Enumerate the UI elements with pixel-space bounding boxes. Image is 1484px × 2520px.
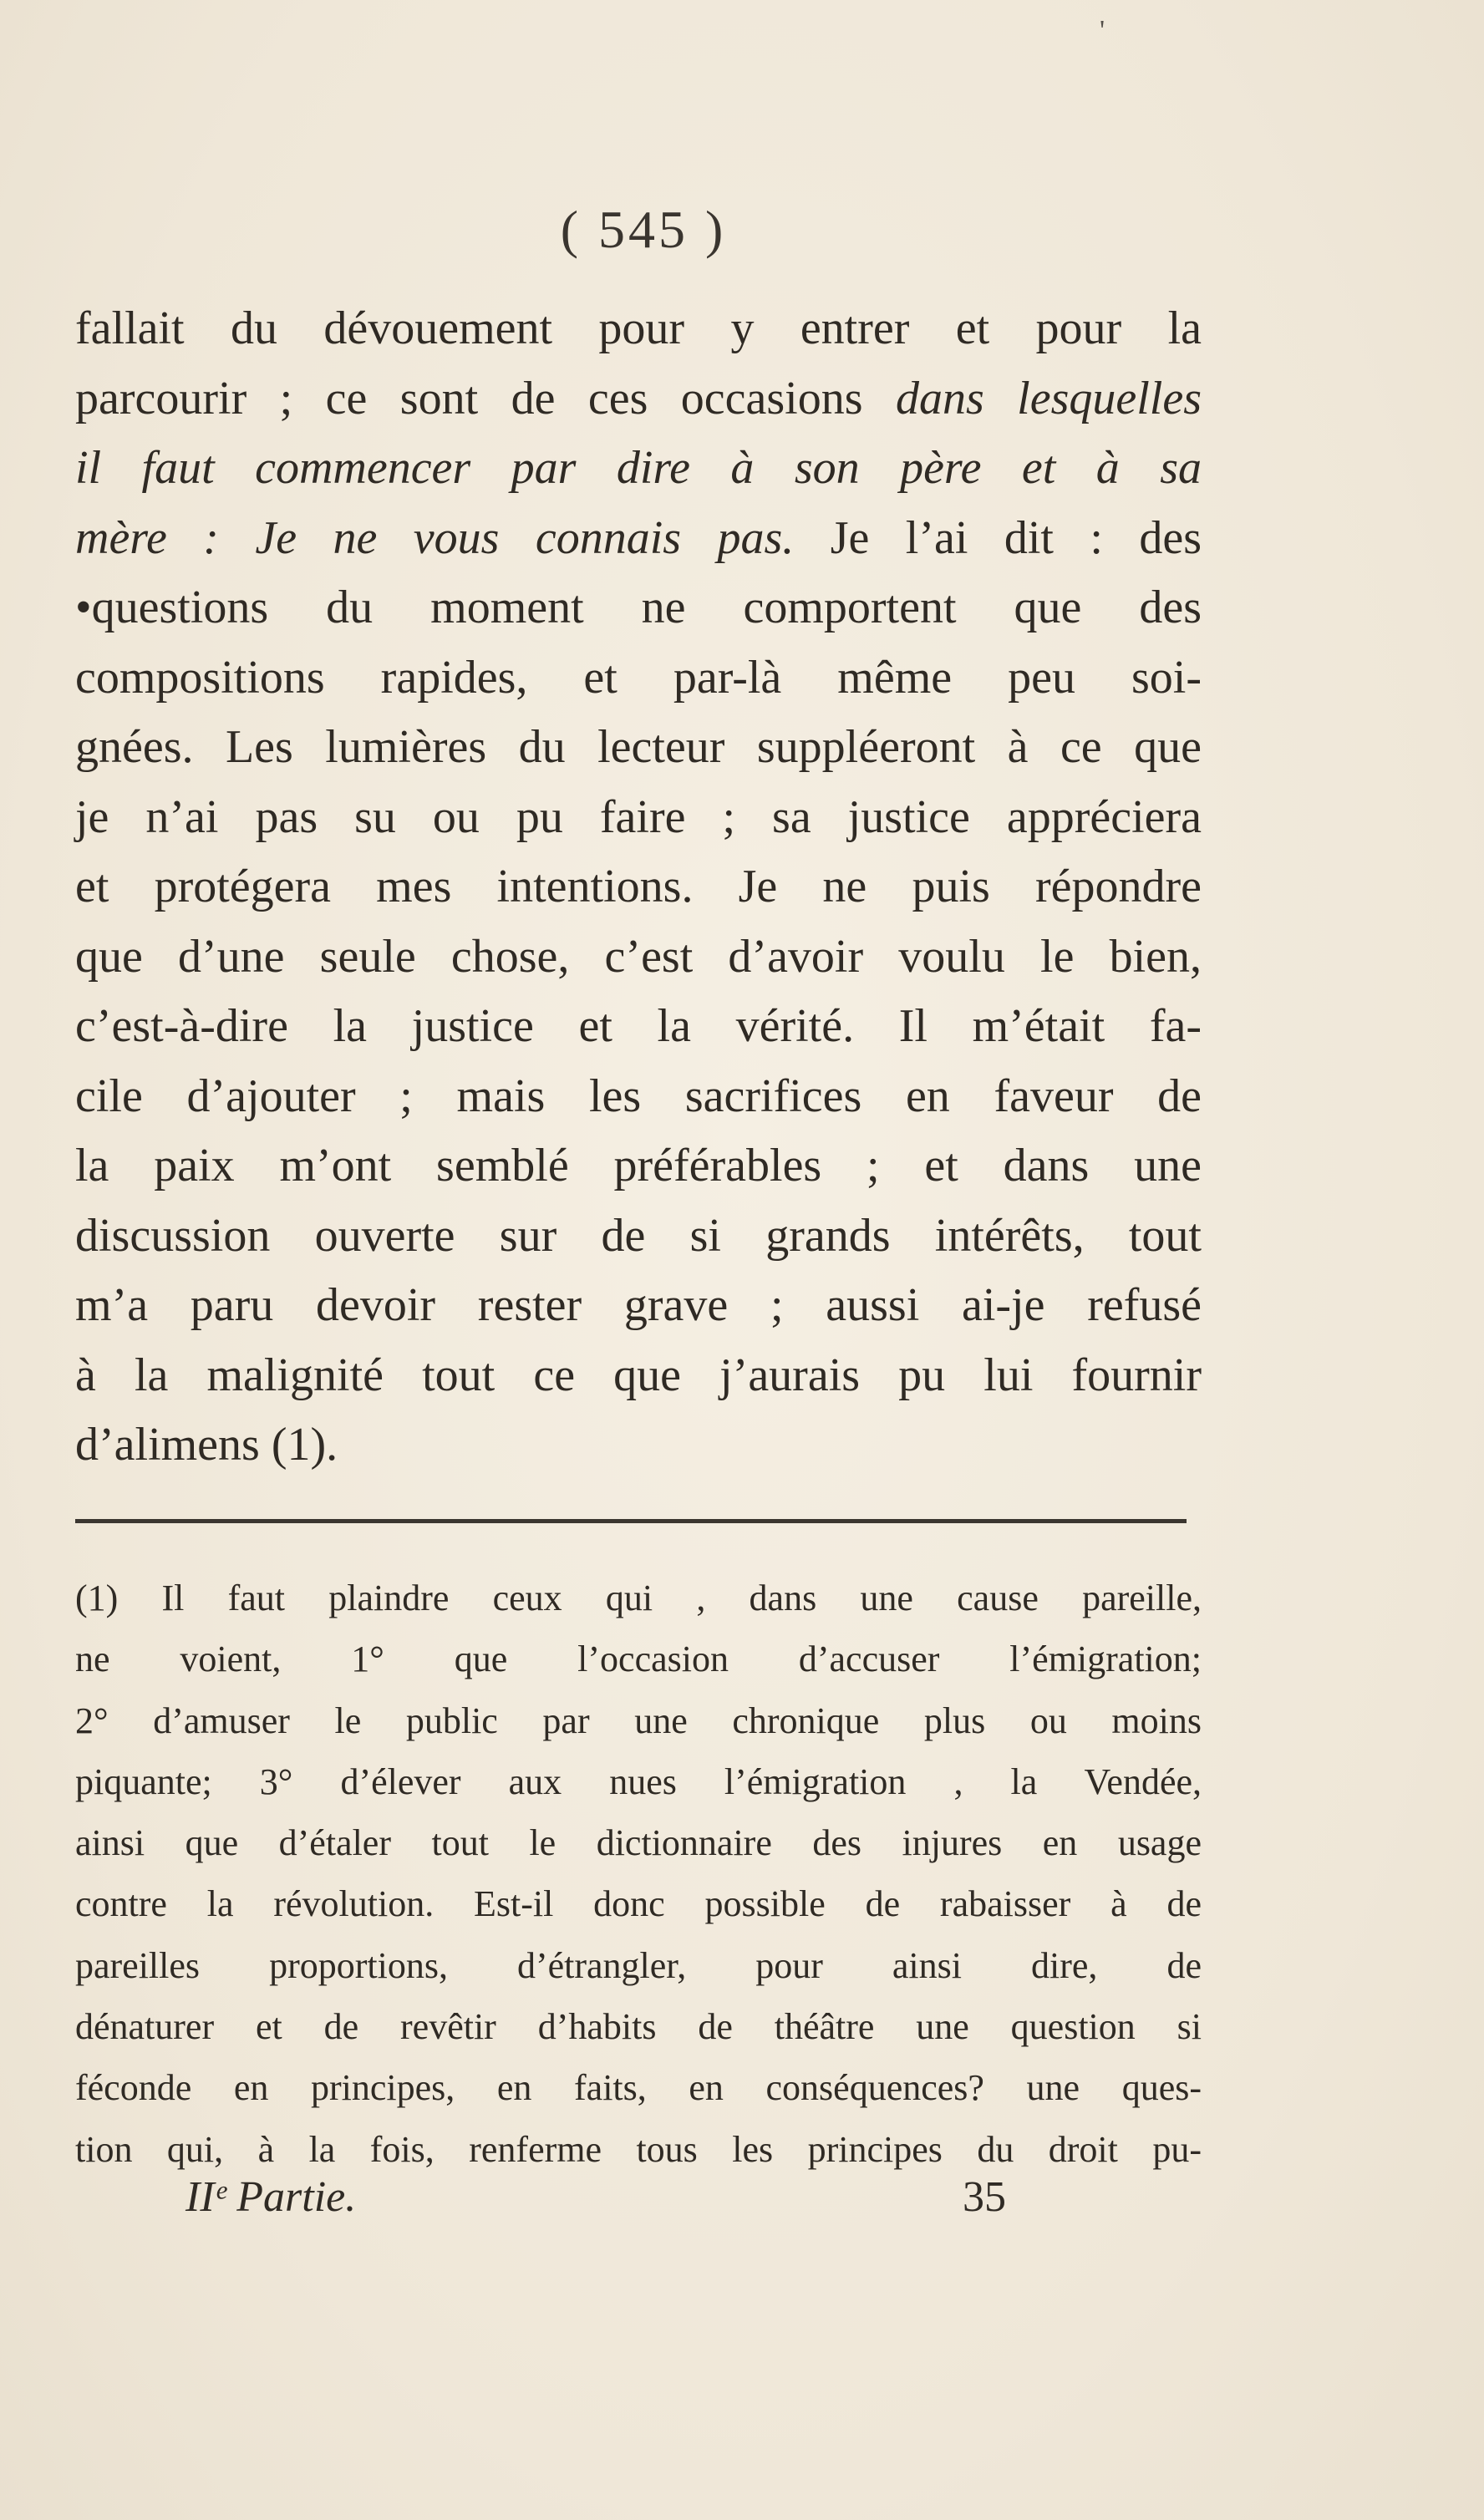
stray-mark: ' <box>1100 15 1105 46</box>
main-line: gnées. Les lumières du lecteur suppléeront à ce que <box>75 721 1202 773</box>
main-text <box>75 294 1202 1481</box>
page-footer <box>0 2172 1484 2239</box>
main-line-text: Je l’ai dit : des <box>794 511 1202 564</box>
footnote-divider <box>75 1519 1187 1523</box>
italic-phrase: mère : Je ne vous connais pas. <box>75 511 795 564</box>
footnote-line: 2° d’amuser le public par une chronique plus ou moins <box>75 1699 1202 1741</box>
main-line: la paix m’ont semblé préférables ; et dans une <box>75 1140 1202 1191</box>
main-line: fallait du dévouement pour y entrer et pour la <box>75 302 1202 354</box>
main-line: m’a paru devoir rester grave ; aussi ai-je refusé <box>75 1279 1202 1331</box>
main-line <box>75 364 1202 434</box>
main-line: je n’ai pas su ou pu faire ; sa justice appréciera <box>75 790 1202 843</box>
footnote-line: (1) Il faut plaindre ceux qui , dans une cause pareille, <box>75 1578 1202 1618</box>
footnote-line: dénaturer et de revêtir d’habits de théâtre une question si <box>75 2006 1202 2048</box>
main-line: d’alimens (1). <box>75 1419 338 1471</box>
main-line: cile d’ajouter ; mais les sacrifices en faveur de <box>75 1069 1202 1122</box>
italic-phrase: dans lesquelles <box>895 372 1202 424</box>
footnote-line: ne voient, 1° que l’occasion d’accuser l’émigration; <box>75 1639 1202 1680</box>
main-line <box>75 504 1202 574</box>
main-line: c’est-à-dire la justice et la vérité. Il m’était fa- <box>75 1000 1202 1052</box>
main-line: que d’une seule chose, c’est d’avoir voulu le bien, <box>75 930 1202 983</box>
main-line: discussion ouverte sur de si grands intérêts, tout <box>75 1209 1202 1262</box>
footnote-line: féconde en principes, en faits, en conséquences? une ques- <box>75 2067 1202 2109</box>
footnote-line: tion qui, à la fois, renferme tous les principes du droit pu- <box>75 2128 1202 2170</box>
footnote-line: piquante; 3° d’élever aux nues l’émigration , la Vendée, <box>75 1760 1202 1802</box>
footnote <box>75 1567 1202 2180</box>
signature-mark: 35 <box>963 2173 1006 2221</box>
main-line: •questions du moment ne comportent que des <box>75 582 1202 633</box>
page-number: ( 545 ) <box>560 200 727 259</box>
footnote-line: contre la révolution. Est-il donc possible de rabaisser à de <box>75 1883 1202 1925</box>
main-line: et protégera mes intentions. Je ne puis répondre <box>75 861 1202 912</box>
footnote-line: ainsi que d’étaler tout le dictionnaire des injures en usage <box>75 1822 1202 1864</box>
part-label: IIᵉ Partie. <box>186 2173 357 2221</box>
main-line-italic: il faut commencer par dire à son père et à sa <box>75 442 1202 494</box>
footnote-line: pareilles proportions, d’étrangler, pour ainsi dire, de <box>75 1944 1202 1986</box>
main-line-text: parcourir ; ce sont de ces occasions <box>75 372 896 424</box>
main-line: compositions rapides, et par-là même peu soi- <box>75 651 1202 704</box>
main-line: à la malignité tout ce que j’aurais pu lui fournir <box>75 1349 1202 1401</box>
